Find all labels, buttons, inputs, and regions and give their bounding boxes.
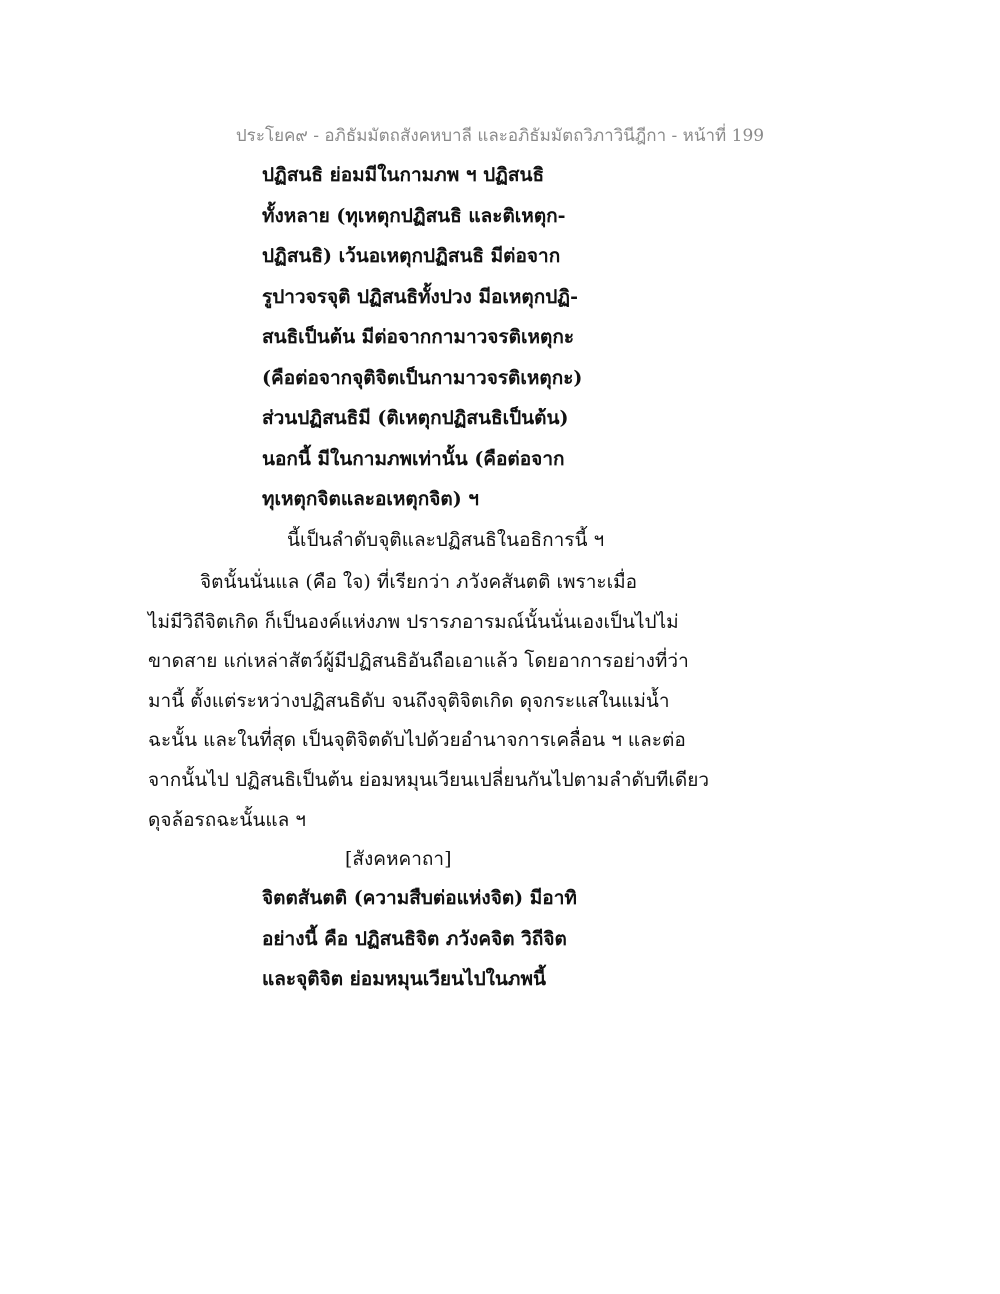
verse-top-line: สนธิเป็นต้น มีต่อจากกามาวจรติเหตุกะ (262, 326, 575, 348)
paragraph-line: มานี้ ตั้งแต่ระหว่างปฏิสนธิดับ จนถึงจุติจิตเกิด ดุจกระแสในแม่น้ำ (148, 689, 670, 712)
verse-top-line: ส่วนปฏิสนธิมี (ติเหตุกปฏิสนธิเป็นต้น) (262, 407, 569, 429)
verse-top-line: ปฏิสนธิ) เว้นอเหตุกปฏิสนธิ มีต่อจาก (262, 245, 561, 267)
body-paragraph (148, 563, 868, 840)
verse-bottom-line: และจุติจิต ย่อมหมุนเวียนไปในภพนี้ (262, 968, 546, 990)
verse-top-line: ปฏิสนธิ ย่อมมีในกามภพ ฯ ปฏิสนธิ (262, 164, 545, 186)
paragraph-line: จากนั้นไป ปฏิสนธิเป็นต้น ย่อมหมุนเวียนเปลี่ยนกันไปตามลำดับทีเดียว (148, 768, 710, 791)
paragraph-line: จิตนั้นนั่นแล (คือ ใจ) ที่เรียกว่า ภวังคสันตติ เพราะเมื่อ (200, 571, 638, 593)
verse-top (262, 155, 582, 520)
running-header: ประโยค๙ - อภิธัมมัตถสังคหบาลี และอภิธัมมัตถวิภาวินีฎีกา - หน้าที่ 199 (235, 126, 765, 146)
verse-title: [สังคหคาถา] (345, 848, 452, 870)
paragraph-line: ดุจล้อรถฉะนั้นแล ฯ (148, 808, 306, 831)
paragraph-line: ฉะนั้น และในที่สุด เป็นจุติจิตดับไปด้วยอำนาจการเคลื่อน ฯ และต่อ (148, 729, 686, 752)
verse-bottom-line: อย่างนี้ คือ ปฏิสนธิจิต ภวังคจิต วิถีจิต (262, 927, 567, 950)
verse-bottom (262, 878, 577, 1000)
paragraph-line: ไม่มีวิถีจิตเกิด ก็เป็นองค์แห่งภพ ปรารภอารมณ์นั้นนั่นเองเป็นไปไม่ (148, 610, 679, 633)
paragraph-line: ขาดสาย แก่เหล่าสัตว์ผู้มีปฏิสนธิอันถือเอาแล้ว โดยอาการอย่างที่ว่า (148, 650, 689, 673)
verse-bottom-line: จิตตสันตติ (ความสืบต่อแห่งจิต) มีอาทิ (262, 887, 577, 909)
verse-top-line: (คือต่อจากจุติจิตเป็นกามาวจรติเหตุกะ) (262, 366, 583, 389)
closing-line: นี้เป็นลำดับจุติและปฏิสนธิในอธิการนี้ ฯ (287, 529, 605, 551)
verse-top-line: ทุเหตุกจิตและอเหตุกจิต) ฯ (262, 488, 479, 510)
verse-top-line: รูปาวจรจุติ ปฏิสนธิทั้งปวง มีอเหตุกปฏิ- (262, 285, 578, 308)
verse-top-line: นอกนี้ มีในกามภพเท่านั้น (คือต่อจาก (262, 447, 565, 470)
verse-top-line: ทั้งหลาย (ทุเหตุกปฏิสนธิ และติเหตุก- (262, 204, 566, 227)
